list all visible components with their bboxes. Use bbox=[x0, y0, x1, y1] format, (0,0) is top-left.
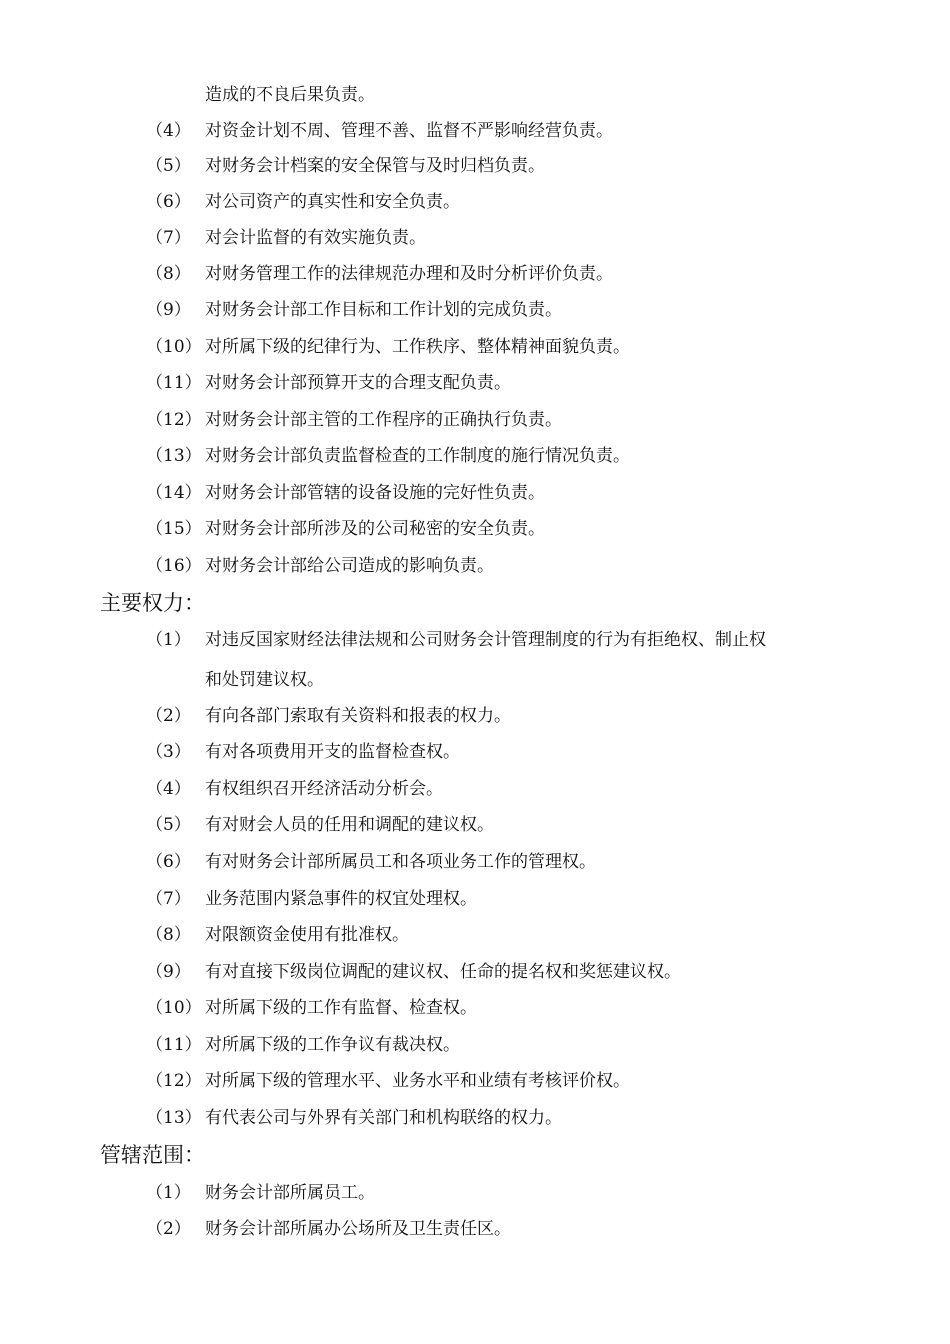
responsibility-item bbox=[0, 329, 950, 365]
power-item bbox=[0, 844, 950, 880]
power-item-continuation bbox=[0, 662, 950, 698]
power-item bbox=[0, 771, 950, 807]
power-item bbox=[0, 622, 950, 658]
responsibility-item bbox=[0, 148, 950, 184]
item-number: （5） bbox=[146, 156, 191, 176]
item-text: 有对各项费用开支的监督检查权。 bbox=[205, 742, 460, 762]
responsibility-item bbox=[0, 548, 950, 584]
item-text: 对财务会计部给公司造成的影响负责。 bbox=[205, 556, 494, 576]
item-number: （7） bbox=[146, 228, 191, 248]
item-text: 有对直接下级岗位调配的建议权、任命的提名权和奖惩建议权。 bbox=[205, 962, 681, 982]
item-number: （9） bbox=[146, 300, 191, 320]
item-number: （10） bbox=[146, 337, 202, 357]
item-number: （3） bbox=[146, 742, 191, 762]
item-text: 对财务会计部工作目标和工作计划的完成负责。 bbox=[205, 300, 562, 320]
power-item bbox=[0, 734, 950, 770]
item-text: 对所属下级的纪律行为、工作秩序、整体精神面貌负责。 bbox=[205, 337, 630, 357]
item-text: 财务会计部所属办公场所及卫生责任区。 bbox=[205, 1219, 511, 1239]
item-text: 对违反国家财经法律法规和公司财务会计管理制度的行为有拒绝权、制止权 bbox=[205, 630, 766, 650]
item-number: （7） bbox=[146, 889, 191, 909]
power-item bbox=[0, 881, 950, 917]
item-text: 造成的不良后果负责。 bbox=[205, 85, 375, 105]
item-number: （5） bbox=[146, 815, 191, 835]
item-number: （15） bbox=[146, 519, 202, 539]
item-number: （1） bbox=[146, 630, 191, 650]
item-text: 对限额资金使用有批准权。 bbox=[205, 925, 409, 945]
item-number: （12） bbox=[146, 1071, 202, 1091]
power-item bbox=[0, 698, 950, 734]
item-number: （4） bbox=[146, 779, 191, 799]
item-text: 对所属下级的工作有监督、检查权。 bbox=[205, 998, 477, 1018]
power-item bbox=[0, 1027, 950, 1063]
item-number: （9） bbox=[146, 962, 191, 982]
item-text: 有对财务会计部所属员工和各项业务工作的管理权。 bbox=[205, 852, 596, 872]
item-number: （16） bbox=[146, 556, 202, 576]
responsibility-item bbox=[0, 402, 950, 438]
scope-item bbox=[0, 1175, 950, 1211]
item-number: （11） bbox=[146, 373, 202, 393]
item-text: 有向各部门索取有关资料和报表的权力。 bbox=[205, 706, 511, 726]
item-number: （13） bbox=[146, 446, 202, 466]
item-number: （6） bbox=[146, 852, 191, 872]
responsibility-item bbox=[0, 365, 950, 401]
item-number: （14） bbox=[146, 483, 202, 503]
responsibility-item bbox=[0, 113, 950, 149]
item-text: 有对财会人员的任用和调配的建议权。 bbox=[205, 815, 494, 835]
item-text: 对所属下级的管理水平、业务水平和业绩有考核评价权。 bbox=[205, 1071, 630, 1091]
scope-item bbox=[0, 1211, 950, 1247]
power-item bbox=[0, 807, 950, 843]
item-text: 有代表公司与外界有关部门和机构联络的权力。 bbox=[205, 1108, 562, 1128]
power-item bbox=[0, 917, 950, 953]
item-number: （6） bbox=[146, 192, 191, 212]
power-item bbox=[0, 990, 950, 1026]
responsibility-item bbox=[0, 438, 950, 474]
section-heading-powers: 主要权力： bbox=[100, 591, 205, 615]
responsibility-item bbox=[0, 256, 950, 292]
power-item bbox=[0, 954, 950, 990]
item-text: 对财务会计部负责监督检查的工作制度的施行情况负责。 bbox=[205, 446, 630, 466]
item-text: 对财务会计部管辖的设备设施的完好性负责。 bbox=[205, 483, 545, 503]
responsibility-continuation-line bbox=[0, 77, 950, 113]
item-text: 业务范围内紧急事件的权宜处理权。 bbox=[205, 889, 477, 909]
item-number: （10） bbox=[146, 998, 202, 1018]
responsibility-item bbox=[0, 184, 950, 220]
item-text: 对财务会计档案的安全保管与及时归档负责。 bbox=[205, 156, 545, 176]
responsibility-item bbox=[0, 475, 950, 511]
responsibility-item bbox=[0, 511, 950, 547]
responsibility-item bbox=[0, 292, 950, 328]
power-item bbox=[0, 1100, 950, 1136]
responsibility-item bbox=[0, 220, 950, 256]
power-item bbox=[0, 1063, 950, 1099]
item-number: （4） bbox=[146, 121, 191, 141]
item-text: 对会计监督的有效实施负责。 bbox=[205, 228, 426, 248]
item-number: （8） bbox=[146, 264, 191, 284]
item-text: 对资金计划不周、管理不善、监督不严影响经营负责。 bbox=[205, 121, 613, 141]
item-number: （2） bbox=[146, 1219, 191, 1239]
item-number: （2） bbox=[146, 706, 191, 726]
section-heading-scope: 管辖范围： bbox=[100, 1143, 205, 1167]
item-text: 对财务会计部预算开支的合理支配负责。 bbox=[205, 373, 511, 393]
item-number: （12） bbox=[146, 410, 202, 430]
item-text: 对财务会计部所涉及的公司秘密的安全负责。 bbox=[205, 519, 545, 539]
item-number: （13） bbox=[146, 1108, 202, 1128]
item-number: （8） bbox=[146, 925, 191, 945]
item-text: 对财务管理工作的法律规范办理和及时分析评价负责。 bbox=[205, 264, 613, 284]
item-text: 对公司资产的真实性和安全负责。 bbox=[205, 192, 460, 212]
item-number: （11） bbox=[146, 1035, 202, 1055]
item-text: 和处罚建议权。 bbox=[205, 670, 324, 690]
item-number: （1） bbox=[146, 1183, 191, 1203]
item-text: 财务会计部所属员工。 bbox=[205, 1183, 375, 1203]
item-text: 对所属下级的工作争议有裁决权。 bbox=[205, 1035, 460, 1055]
item-text: 对财务会计部主管的工作程序的正确执行负责。 bbox=[205, 410, 562, 430]
item-text: 有权组织召开经济活动分析会。 bbox=[205, 779, 443, 799]
